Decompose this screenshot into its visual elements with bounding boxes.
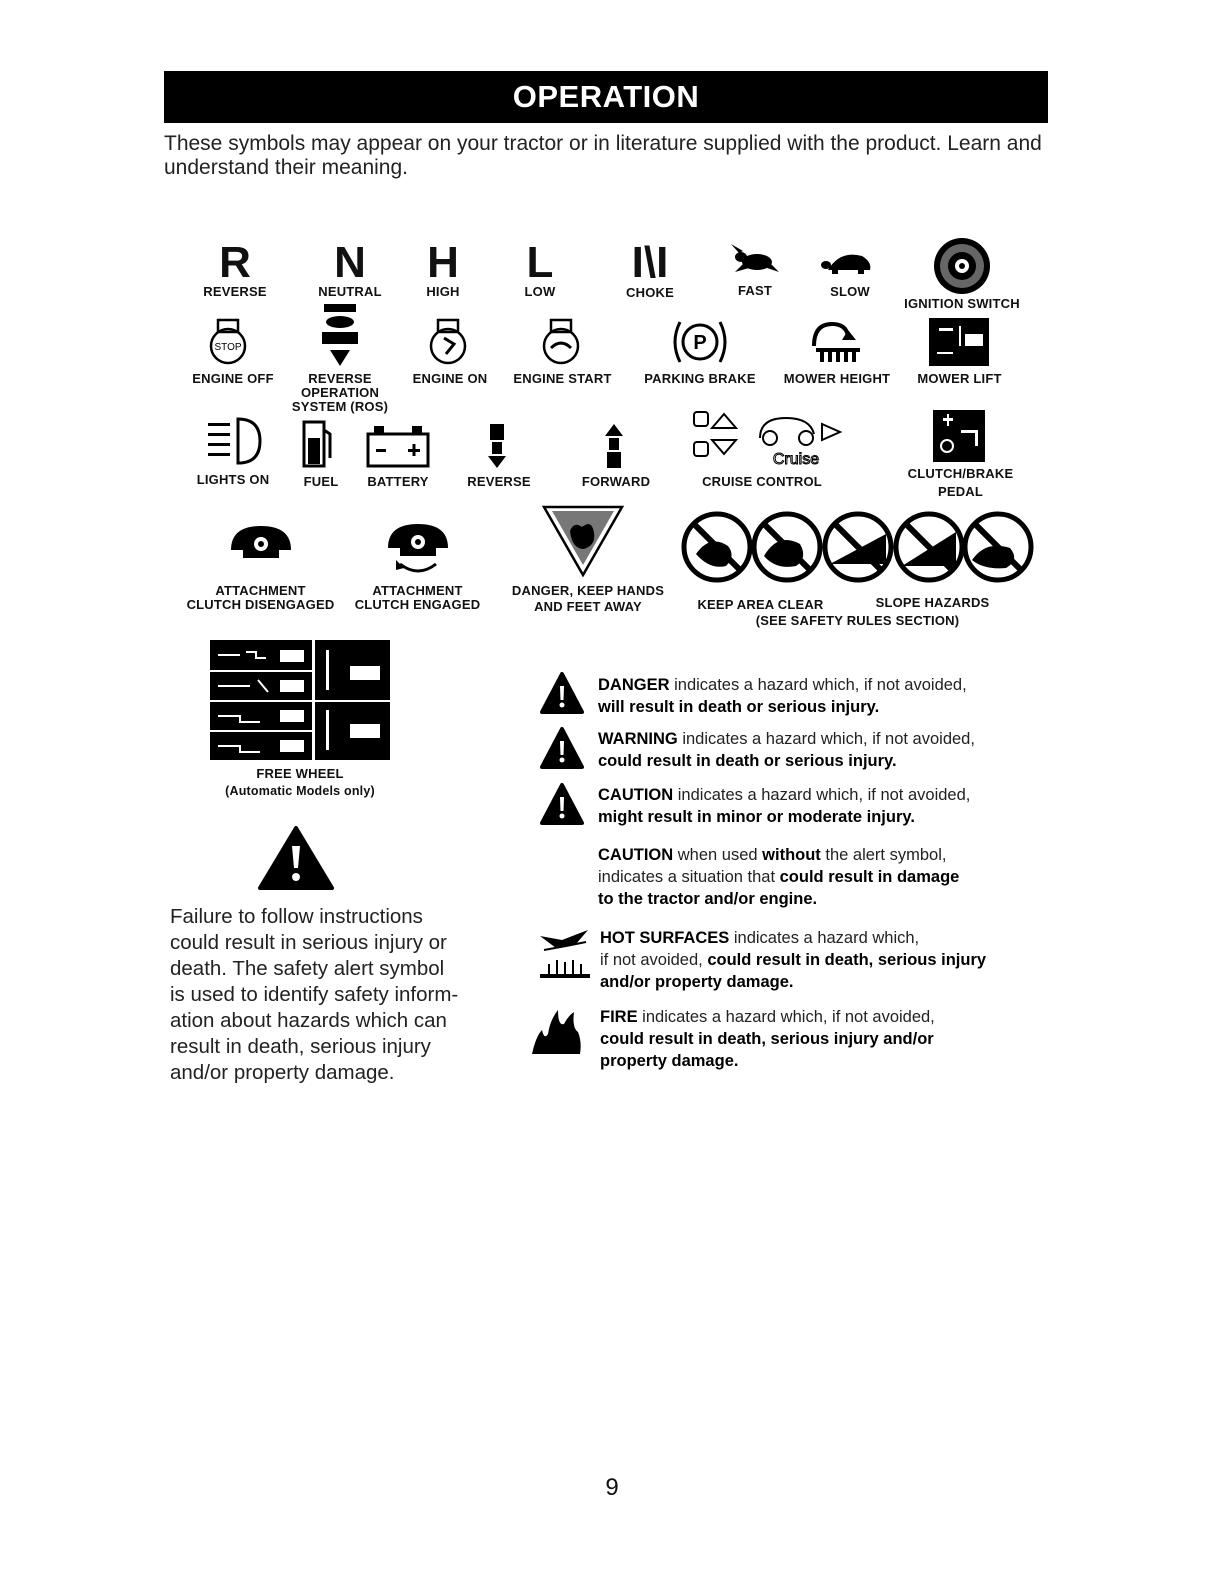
free-wheel-label: FREE WHEEL	[256, 766, 344, 781]
failure-line: is used to identify safety inform-	[170, 983, 459, 1006]
warning-text: indicates a hazard which, if not avoided,	[677, 730, 975, 748]
failure-line: ation about hazards which can	[170, 1009, 447, 1032]
mower-lift-label: MOWER LIFT	[917, 371, 1002, 386]
warning-word: WARNING	[598, 730, 678, 748]
keep-area-clear-icon-2	[754, 514, 820, 580]
danger-alert-icon	[540, 672, 584, 716]
engine-off-label: ENGINE OFF	[192, 371, 274, 386]
stop-text: STOP	[214, 342, 242, 353]
low-letter: L	[526, 238, 554, 287]
failure-line: death. The safety alert symbol	[170, 957, 445, 980]
battery-label: BATTERY	[367, 474, 429, 489]
failure-line: Failure to follow instructions	[170, 905, 423, 928]
ros-label-3: SYSTEM (ROS)	[291, 399, 389, 414]
att-eng-label-2: CLUTCH ENGAGED	[354, 597, 481, 612]
attachment-engaged-icon	[386, 522, 450, 578]
caution2-b2: to the tractor and/or engine.	[598, 890, 818, 908]
ignition-switch-icon	[928, 236, 996, 296]
hot-t1: indicates a hazard which,	[729, 929, 920, 947]
caution2-word: CAUTION	[598, 846, 674, 864]
attachment-disengaged-icon	[229, 524, 293, 564]
caution2-without: without	[762, 846, 821, 864]
safety-alert-icon	[258, 826, 334, 890]
high-letter: H	[427, 238, 459, 287]
automatic-models-label: (Automatic Models only)	[225, 784, 375, 798]
slow-label: SLOW	[830, 284, 870, 299]
fuel-label: FUEL	[303, 474, 339, 489]
rabbit-fast-icon	[727, 242, 781, 276]
danger-word: DANGER	[598, 676, 670, 694]
lights-on-icon	[204, 413, 264, 469]
mower-lift-icon	[929, 318, 989, 366]
danger-bold: will result in death or serious injury.	[598, 698, 880, 716]
turtle-slow-icon	[818, 250, 878, 276]
page-number: 9	[605, 1474, 619, 1501]
engine-start-label: ENGINE START	[513, 371, 612, 386]
caution2-t3: indicates a situation that	[598, 868, 780, 886]
fire-b2: property damage.	[600, 1052, 739, 1070]
ros-label-2: OPERATION	[300, 385, 380, 400]
neutral-label: NEUTRAL	[318, 284, 382, 299]
engine-on-icon	[424, 318, 474, 366]
failure-line: and/or property damage.	[170, 1061, 395, 1084]
see-safety-label: (SEE SAFETY RULES SECTION)	[755, 613, 960, 628]
low-label: LOW	[524, 284, 556, 299]
ros-tractor-icon	[318, 302, 362, 370]
cruise-control-icon	[690, 408, 852, 468]
mower-height-label: MOWER HEIGHT	[783, 371, 891, 386]
hot-b2: and/or property damage.	[600, 973, 794, 991]
keep-area-clear-label: KEEP AREA CLEAR	[697, 597, 824, 612]
warning-definition	[598, 728, 1028, 772]
keep-hands-away-icon	[542, 505, 624, 577]
caution2-t2: the alert symbol,	[820, 846, 947, 864]
danger-definition	[598, 674, 1028, 718]
intro-text: These symbols may appear on your tractor or in literature supplied with the product. Learn and understand their meaning.	[164, 132, 1042, 179]
choke-label: CHOKE	[626, 285, 674, 300]
ignition-label: IGNITION SWITCH	[904, 296, 1020, 311]
fire-b1: could result in death, serious injury and/or	[600, 1030, 934, 1048]
caution2-b1: could result in damage	[779, 868, 960, 886]
p-letter: P	[693, 332, 707, 354]
clutch-brake-icon	[933, 410, 985, 462]
failure-paragraph	[170, 904, 490, 1086]
caution-alert-icon	[540, 783, 584, 827]
free-wheel-icon	[210, 640, 390, 762]
cruise-word: Cruise	[772, 451, 820, 468]
battery-icon	[366, 424, 432, 468]
fire-word: FIRE	[600, 1008, 638, 1026]
slope-hazard-icon-1	[825, 514, 891, 580]
clutch-label-2: PEDAL	[937, 484, 984, 499]
caution-definition	[598, 784, 1028, 828]
warning-bold: could result in death or serious injury.	[598, 752, 897, 770]
engine-on-label: ENGINE ON	[412, 371, 488, 386]
clutch-label-1: CLUTCH/BRAKE	[907, 466, 1014, 481]
keep-area-clear-icon-1	[684, 514, 750, 580]
engine-start-icon	[537, 318, 587, 366]
att-dis-label-2: CLUTCH DISENGAGED	[186, 597, 335, 612]
neutral-letter: N	[334, 238, 366, 287]
danger-hands-label-1: DANGER, KEEP HANDS	[511, 583, 665, 598]
att-dis-label-1: ATTACHMENT	[215, 583, 306, 598]
hot-word: HOT SURFACES	[600, 929, 730, 947]
fuel-icon	[300, 418, 334, 468]
forward-label: FORWARD	[581, 474, 651, 489]
caution-bold: might result in minor or moderate injury.	[598, 808, 915, 826]
choke-letter: I\I	[631, 238, 669, 287]
slope-hazard-icon-2	[896, 514, 962, 580]
caution-word: CAUTION	[598, 786, 674, 804]
caution2-t1: when used	[673, 846, 763, 864]
lights-on-label: LIGHTS ON	[196, 472, 270, 487]
caution-text: indicates a hazard which, if not avoided,	[673, 786, 971, 804]
danger-hands-label-2: AND FEET AWAY	[534, 599, 642, 614]
forward-pedal-icon	[601, 422, 627, 470]
hot-surfaces-definition	[600, 927, 1040, 993]
reverse-pedal-label: REVERSE	[467, 474, 531, 489]
reverse-label: REVERSE	[203, 284, 267, 299]
hot-surface-icon	[536, 926, 594, 984]
section-header: OPERATION	[164, 71, 1048, 123]
high-label: HIGH	[426, 284, 460, 299]
slope-hazards-label: SLOPE HAZARDS	[875, 595, 990, 610]
fire-definition	[600, 1006, 1040, 1072]
mower-height-icon	[806, 318, 866, 364]
ros-label-1: REVERSE	[308, 371, 372, 386]
safety-circles-group	[680, 510, 1036, 584]
att-eng-label-1: ATTACHMENT	[372, 583, 463, 598]
hot-t2: if not avoided,	[600, 951, 708, 969]
reverse-letter: R	[219, 238, 251, 287]
parking-brake-icon	[668, 316, 732, 368]
engine-off-icon	[204, 318, 254, 366]
fire-t1: indicates a hazard which, if not avoided,	[637, 1008, 935, 1026]
caution-no-symbol-definition	[598, 844, 1028, 910]
fire-icon	[528, 1006, 584, 1056]
slope-hazard-icon-3	[965, 514, 1031, 580]
warning-alert-icon	[540, 727, 584, 771]
danger-text: indicates a hazard which, if not avoided,	[669, 676, 967, 694]
fast-label: FAST	[737, 283, 773, 298]
failure-line: could result in serious injury or	[170, 931, 447, 954]
cruise-control-label: CRUISE CONTROL	[702, 474, 822, 489]
parking-brake-label: PARKING BRAKE	[644, 371, 756, 386]
failure-line: result in death, serious injury	[170, 1035, 431, 1058]
hot-b1: could result in death, serious injury	[707, 951, 987, 969]
reverse-pedal-icon	[484, 422, 510, 470]
